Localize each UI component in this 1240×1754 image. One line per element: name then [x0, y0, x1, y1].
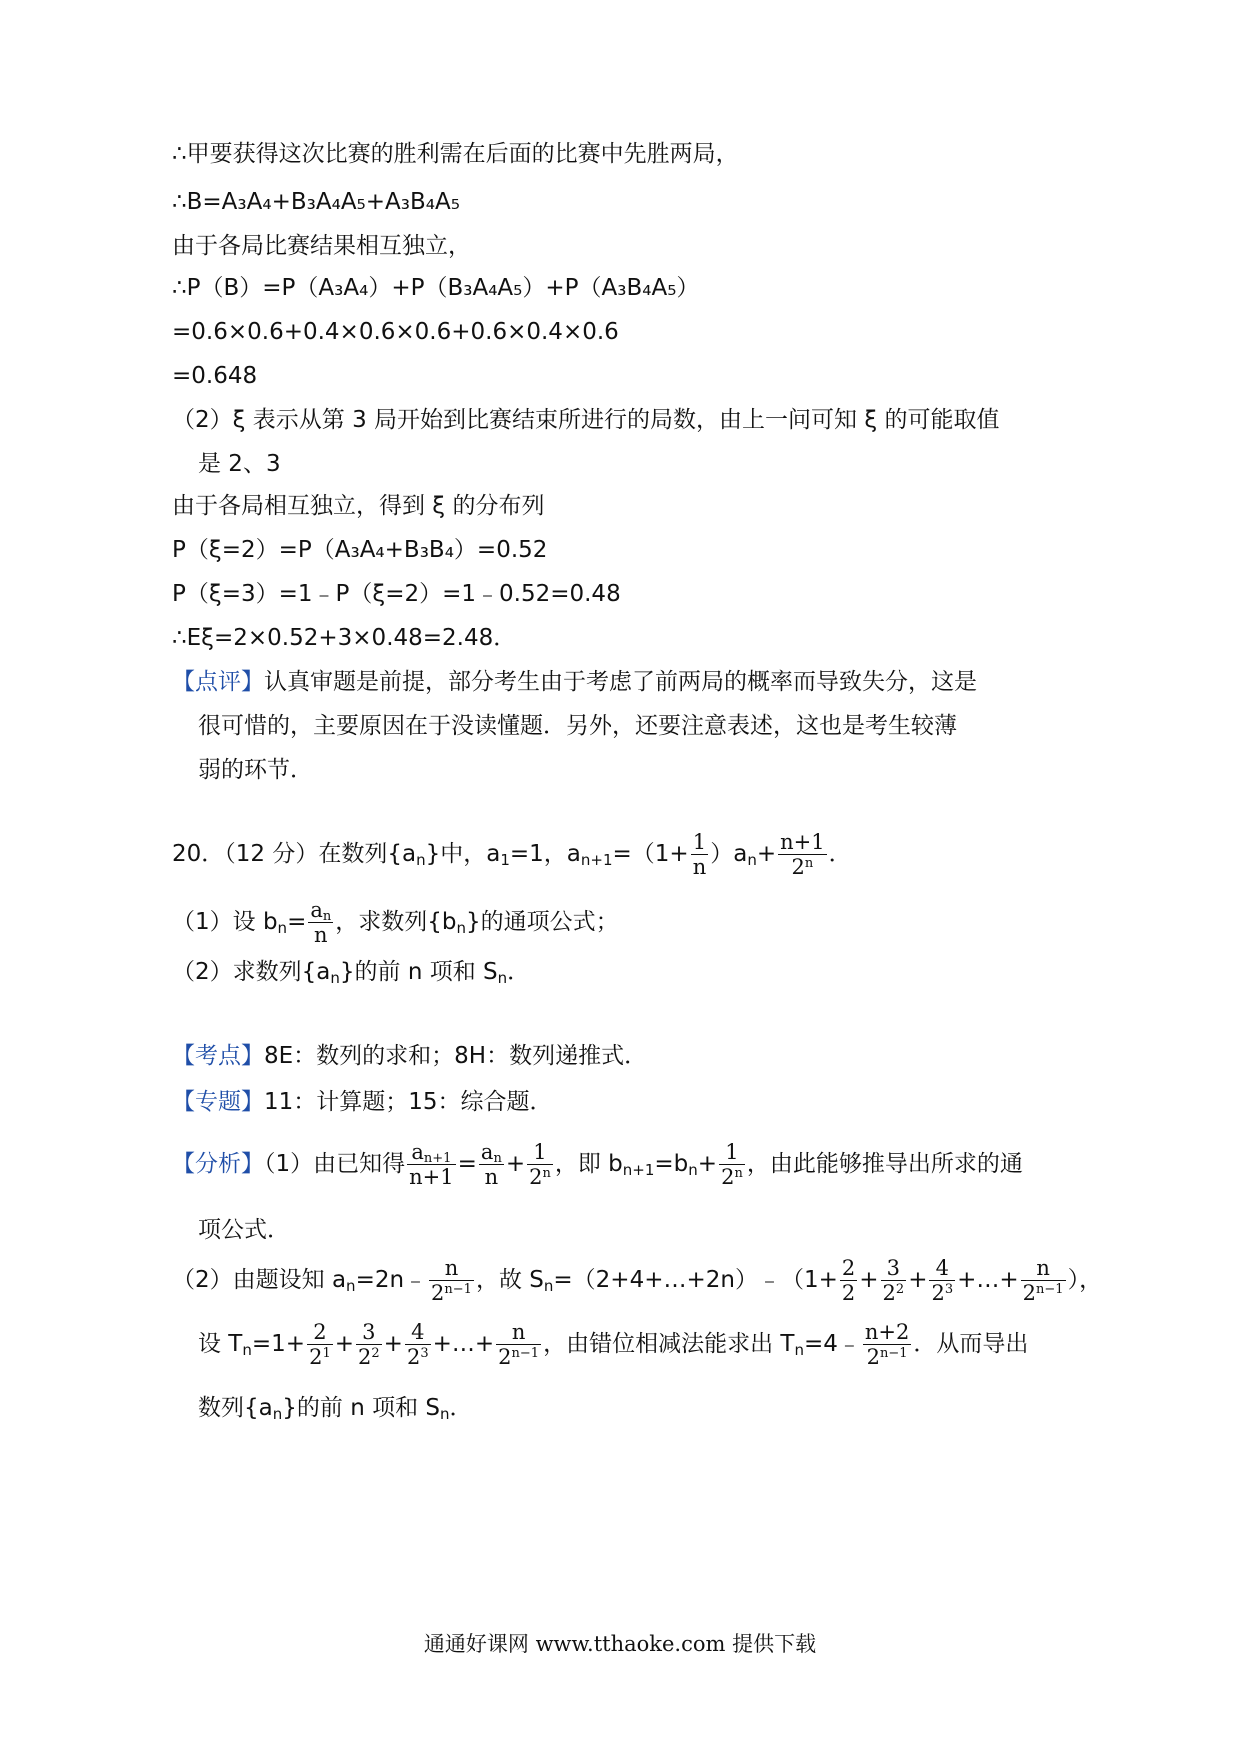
comment-tag: 【点评】 [172, 669, 264, 695]
analysis-line-5: 数列$\{a_n\}$的前 n 项和 $S_n$． [198, 1395, 473, 1423]
part2-line-3: 由于各局相互独立，得到 ξ 的分布列 [172, 493, 545, 519]
part2-line-5: P（ξ=3）=1﹣P（ξ=2）=1﹣0.52=0.48 [172, 581, 621, 607]
fraction: $\frac{a_n}{n}$ [480, 1140, 502, 1189]
part2-line-2: 是 2、3 [198, 451, 281, 477]
fraction: $\frac{1}{2^n}$ [721, 1140, 743, 1189]
kaodian-tag: 【考点】 [172, 1043, 264, 1069]
fraction: $\frac{3}{2^2}$ [358, 1320, 380, 1369]
zhuanti-tag: 【专题】 [172, 1089, 264, 1115]
fraction: $\frac{3}{2^2}$ [882, 1256, 905, 1305]
zhuanti-text: 11：计算题；15：综合题． [264, 1089, 553, 1115]
fraction: $\frac{4}{2^3}$ [406, 1320, 429, 1369]
problem-20-q1: （1）设 $b_n=$ $\frac{a_n}{n}$ ，求数列$\{b_n\}$的通项公式； [172, 898, 619, 947]
kaodian-text: 8E：数列的求和；8H：数列递推式． [264, 1043, 648, 1069]
solution-line-4: ∴P（B）=P（A₃A₄）+P（B₃A₄A₅）+P（A₃B₄A₅） [172, 275, 700, 301]
part2-line-4: P（ξ=2）=P（A₃A₄+B₃B₄）=0.52 [172, 537, 548, 563]
analysis-line-4: 设 $T_n=1+$ $\frac{2}{2^1}$ + $\frac{3}{2^2}$ + $\frac{4}{2^3}$ +…+ $\frac{n}{2^{n-1}}$ ，由错位相减法能求出 $T_n=4﹣$ $\frac{n+2}{2^{n-1}}$ ．从而导出 [198, 1320, 1029, 1369]
analysis-tag: 【分析】 [172, 1151, 264, 1177]
comment-line-1 [172, 666, 977, 698]
fraction: $\frac{2}{2}$ [841, 1256, 856, 1305]
fraction: $\frac{1}{2^n}$ [529, 1140, 551, 1189]
analysis-line-1: 【分析】（1）由已知得 $\frac{a_{n+1}}{n+1}$ = $\frac{a_n}{n}$ + $\frac{1}{2^n}$ ，即 $b_{n+1}=b_n+$ $\frac{1}{2^n}$ ，由此能够推导出所求的通 [172, 1140, 1023, 1189]
fraction: $\frac{n}{2^{n-1}}$ [1022, 1256, 1064, 1305]
part2-line-1: （2）ξ 表示从第 3 局开始到比赛结束所进行的局数，由上一问可知 ξ 的可能取值 [172, 407, 1000, 433]
page-footer: 通通好课网 www.tthaoke.com 提供下载 [423, 1632, 817, 1656]
solution-line-3: 由于各局比赛结果相互独立， [172, 233, 471, 259]
kaodian-line [172, 1040, 647, 1072]
fraction: $\frac{a_n}{n}$ [310, 898, 332, 947]
zhuanti-line [172, 1086, 553, 1118]
problem-20-stem: 20．（12 分）在数列$\{a_n\}$中，$a_1=1$，$a_{n+1}=(1+$ $\frac{1}{n}$ ）$a_n+$ $\frac{n+1}{2^n}$ ． [172, 830, 852, 879]
fraction: $\frac{n}{2^{n-1}}$ [498, 1320, 540, 1369]
analysis-line-3: （2）由题设知 $a_n=2n﹣$ $\frac{n}{2^{n-1}}$ ，故 $S_n=(2+4+\dots+2n)﹣(1+$ $\frac{2}{2}$ + $\frac{3}{2^2}$ + $\frac{4}{2^3}$ +…+ $\frac{n}{2^{n-1}}$ ）， [172, 1256, 1103, 1305]
comment-line-2: 很可惜的，主要原因在于没读懂题．另外，还要注意表述，这也是考生较薄 [198, 713, 957, 739]
solution-line-1: ∴甲要获得这次比赛的胜利需在后面的比赛中先胜两局， [172, 141, 739, 167]
comment-text-1: 认真审题是前提，部分考生由于考虑了前两局的概率而导致失分，这是 [264, 669, 977, 695]
fraction: $\frac{1}{n}$ [692, 830, 707, 879]
fraction: $\frac{n+2}{2^{n-1}}$ [864, 1320, 910, 1369]
comment-line-3: 弱的环节． [198, 757, 313, 783]
fraction: $\frac{a_{n+1}}{n+1}$ [409, 1140, 454, 1189]
fraction: $\frac{2}{2^1}$ [309, 1320, 331, 1369]
fraction: $\frac{4}{2^3}$ [931, 1256, 954, 1305]
solution-line-2: ∴B=A₃A₄+B₃A₄A₅+A₃B₄A₅ [172, 189, 460, 215]
solution-line-5: =0.6×0.6+0.4×0.6×0.6+0.6×0.4×0.6 [172, 319, 619, 345]
analysis-line-2: 项公式． [198, 1217, 290, 1243]
fraction: $\frac{n+1}{2^n}$ [780, 830, 825, 879]
solution-line-6: =0.648 [172, 363, 258, 389]
problem-20-q2: （2）求数列$\{a_n\}$的前 n 项和 $S_n$． [172, 959, 531, 987]
fraction: $\frac{n}{2^{n-1}}$ [431, 1256, 472, 1305]
part2-line-6: ∴Eξ=2×0.52+3×0.48=2.48． [172, 625, 517, 651]
